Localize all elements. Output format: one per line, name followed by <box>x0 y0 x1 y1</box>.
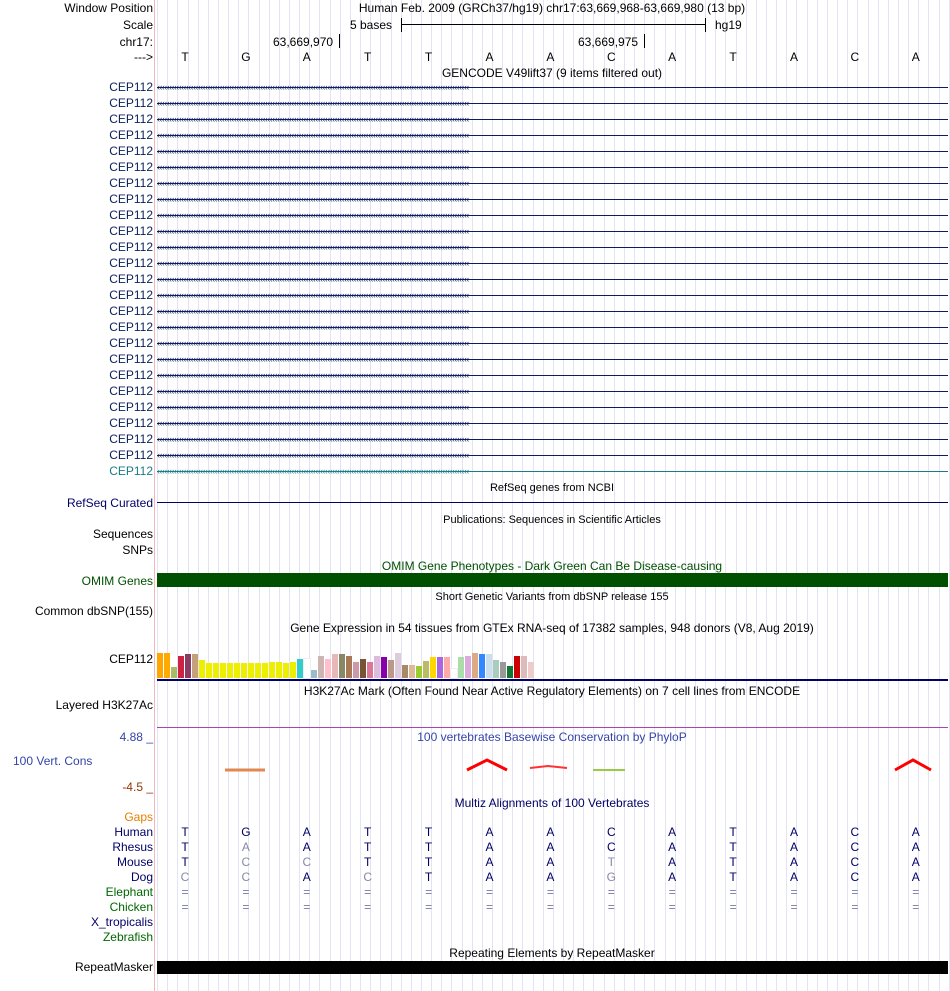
aligned-base: T <box>729 855 737 869</box>
publications-track-title: Publications: Sequences in Scientific Articles <box>443 514 661 526</box>
aligned-base: C <box>850 825 860 839</box>
scale-label: Scale <box>122 18 153 32</box>
phylop-track-label[interactable]: 100 Vert. Cons <box>13 754 93 768</box>
aligned-base: = <box>303 900 311 914</box>
strand-chevrons: ‹‹‹‹‹‹‹‹‹‹‹‹‹‹‹‹‹‹‹‹‹‹‹‹‹‹‹‹‹‹‹‹‹‹‹‹‹‹‹‹‹‹‹‹‹‹‹‹‹‹‹‹‹‹‹‹‹‹‹‹‹‹‹‹‹‹‹‹‹‹‹‹‹‹‹‹‹‹‹‹‹‹‹‹‹‹‹‹‹‹‹‹‹‹‹‹‹‹‹‹‹‹‹‹‹‹‹‹‹‹‹‹‹‹‹‹‹‹‹‹‹‹‹‹‹‹‹‹‹‹ <box>157 354 469 364</box>
reference-base: T <box>181 50 189 64</box>
gtex-tissue-bar[interactable] <box>311 670 317 678</box>
aligned-base: = <box>425 885 433 899</box>
strand-chevrons: ‹‹‹‹‹‹‹‹‹‹‹‹‹‹‹‹‹‹‹‹‹‹‹‹‹‹‹‹‹‹‹‹‹‹‹‹‹‹‹‹‹‹‹‹‹‹‹‹‹‹‹‹‹‹‹‹‹‹‹‹‹‹‹‹‹‹‹‹‹‹‹‹‹‹‹‹‹‹‹‹‹‹‹‹‹‹‹‹‹‹‹‹‹‹‹‹‹‹‹‹‹‹‹‹‹‹‹‹‹‹‹‹‹‹‹‹‹‹‹‹‹‹‹‹‹‹‹‹‹‹ <box>157 402 469 412</box>
aligned-base: = <box>729 885 737 899</box>
gtex-tissue-bar[interactable] <box>521 656 527 678</box>
aligned-base: T <box>181 840 189 854</box>
aligned-base: A <box>546 825 555 839</box>
refseq-track-title: RefSeq genes from NCBI <box>489 482 615 494</box>
chrom-label: chr17: <box>119 35 153 49</box>
omim-track-label[interactable]: OMIM Genes <box>81 574 153 588</box>
gencode-transcript-label[interactable]: CEP112 <box>109 96 153 110</box>
dbsnp-track-title: Short Genetic Variants from dbSNP release 155 <box>435 591 669 603</box>
gencode-transcript-label[interactable]: CEP112 <box>109 448 153 462</box>
gtex-tissue-bar[interactable] <box>206 663 212 678</box>
aligned-base: T <box>729 870 737 884</box>
coordinate-label-1: 63,669,970 <box>273 35 334 49</box>
gencode-transcript[interactable] <box>157 320 948 334</box>
gtex-tissue-bar[interactable] <box>227 663 233 678</box>
strand-chevrons: ‹‹‹‹‹‹‹‹‹‹‹‹‹‹‹‹‹‹‹‹‹‹‹‹‹‹‹‹‹‹‹‹‹‹‹‹‹‹‹‹‹‹‹‹‹‹‹‹‹‹‹‹‹‹‹‹‹‹‹‹‹‹‹‹‹‹‹‹‹‹‹‹‹‹‹‹‹‹‹‹‹‹‹‹‹‹‹‹‹‹‹‹‹‹‹‹‹‹‹‹‹‹‹‹‹‹‹‹‹‹‹‹‹‹‹‹‹‹‹‹‹‹‹‹‹‹‹‹‹‹ <box>157 370 469 380</box>
reference-base: G <box>241 50 251 64</box>
gencode-transcript-label[interactable]: CEP112 <box>109 336 153 350</box>
strand-chevrons: ‹‹‹‹‹‹‹‹‹‹‹‹‹‹‹‹‹‹‹‹‹‹‹‹‹‹‹‹‹‹‹‹‹‹‹‹‹‹‹‹‹‹‹‹‹‹‹‹‹‹‹‹‹‹‹‹‹‹‹‹‹‹‹‹‹‹‹‹‹‹‹‹‹‹‹‹‹‹‹‹‹‹‹‹‹‹‹‹‹‹‹‹‹‹‹‹‹‹‹‹‹‹‹‹‹‹‹‹‹‹‹‹‹‹‹‹‹‹‹‹‹‹‹‹‹‹‹‹‹‹ <box>157 338 469 348</box>
refseq-gene-line[interactable] <box>157 502 948 503</box>
gtex-tissue-bar[interactable] <box>430 657 436 678</box>
gencode-transcript[interactable] <box>157 224 948 238</box>
aligned-base: C <box>241 855 251 869</box>
aligned-base: T <box>424 840 433 854</box>
gencode-transcript[interactable] <box>157 448 948 462</box>
gtex-tissue-bar[interactable] <box>465 656 471 678</box>
aligned-base: = <box>425 900 433 914</box>
gencode-transcript-label[interactable]: CEP112 <box>109 240 153 254</box>
sidebar-divider <box>154 0 155 991</box>
aligned-base: T <box>364 840 372 854</box>
publications-snps-label[interactable]: SNPs <box>122 543 153 557</box>
gtex-tissue-bar[interactable] <box>269 662 275 678</box>
gtex-tissue-bar[interactable] <box>409 665 415 678</box>
gencode-transcript-label[interactable]: CEP112 <box>109 144 153 158</box>
gtex-tissue-bar[interactable] <box>493 660 499 678</box>
gtex-tissue-bar[interactable] <box>255 663 261 678</box>
gtex-tissue-bar[interactable] <box>528 662 534 678</box>
gencode-transcript[interactable] <box>157 208 948 222</box>
aligned-base: = <box>364 885 372 899</box>
gencode-transcript[interactable] <box>157 272 948 286</box>
aligned-base: = <box>607 900 615 914</box>
aligned-base: A <box>485 870 494 884</box>
gtex-track-label[interactable]: CEP112 <box>109 652 153 666</box>
omim-track-title: OMIM Gene Phenotypes - Dark Green Can Be Disease-causing <box>381 559 723 573</box>
gtex-tissue-bar[interactable] <box>402 665 408 678</box>
aligned-base: A <box>546 855 555 869</box>
aligned-base: A <box>485 825 494 839</box>
aligned-base: A <box>789 855 798 869</box>
strand-chevrons: ‹‹‹‹‹‹‹‹‹‹‹‹‹‹‹‹‹‹‹‹‹‹‹‹‹‹‹‹‹‹‹‹‹‹‹‹‹‹‹‹‹‹‹‹‹‹‹‹‹‹‹‹‹‹‹‹‹‹‹‹‹‹‹‹‹‹‹‹‹‹‹‹‹‹‹‹‹‹‹‹‹‹‹‹‹‹‹‹‹‹‹‹‹‹‹‹‹‹‹‹‹‹‹‹‹‹‹‹‹‹‹‹‹‹‹‹‹‹‹‹‹‹‹‹‹‹‹‹‹‹ <box>157 290 469 300</box>
multiz-track-title: Multiz Alignments of 100 Vertebrates <box>454 796 650 810</box>
gtex-tissue-bar[interactable] <box>444 657 450 678</box>
reference-base: A <box>485 50 494 64</box>
reference-base: T <box>364 50 372 64</box>
gencode-transcript[interactable] <box>157 400 948 414</box>
aligned-base: T <box>181 855 189 869</box>
gtex-tissue-bar[interactable] <box>248 663 254 678</box>
strand-chevrons: ‹‹‹‹‹‹‹‹‹‹‹‹‹‹‹‹‹‹‹‹‹‹‹‹‹‹‹‹‹‹‹‹‹‹‹‹‹‹‹‹‹‹‹‹‹‹‹‹‹‹‹‹‹‹‹‹‹‹‹‹‹‹‹‹‹‹‹‹‹‹‹‹‹‹‹‹‹‹‹‹‹‹‹‹‹‹‹‹‹‹‹‹‹‹‹‹‹‹‹‹‹‹‹‹‹‹‹‹‹‹‹‹‹‹‹‹‹‹‹‹‹‹‹‹‹‹‹‹‹‹ <box>157 146 469 156</box>
gtex-tissue-bar[interactable] <box>157 653 163 678</box>
aligned-base: T <box>424 870 433 884</box>
scale-text: 5 bases <box>350 18 393 32</box>
gtex-tissue-bar[interactable] <box>423 661 429 678</box>
gencode-transcript-label[interactable]: CEP112 <box>109 384 153 398</box>
refseq-track-label[interactable]: RefSeq Curated <box>66 496 153 510</box>
aligned-base: C <box>302 855 312 869</box>
gencode-transcript[interactable] <box>157 304 948 318</box>
gtex-track-title: Gene Expression in 54 tissues from GTEx RNA-seq of 17382 samples, 948 donors (V8, Aug 2019) <box>290 621 814 635</box>
species-label-zebrafish[interactable]: Zebrafish <box>102 930 153 944</box>
gencode-transcript-label[interactable]: CEP112 <box>109 176 153 190</box>
gtex-tissue-bar[interactable] <box>353 662 359 678</box>
aligned-base: A <box>911 870 920 884</box>
gtex-tissue-bar[interactable] <box>472 653 478 678</box>
gencode-transcript[interactable] <box>157 192 948 206</box>
aligned-base: A <box>302 840 311 854</box>
aligned-base: = <box>242 900 250 914</box>
aligned-base: T <box>607 855 615 869</box>
aligned-base: A <box>911 855 920 869</box>
gencode-transcript-label[interactable]: CEP112 <box>109 464 153 478</box>
aligned-base: = <box>485 885 493 899</box>
reference-base: A <box>668 50 677 64</box>
gtex-tissue-bar[interactable] <box>304 659 310 678</box>
gtex-tissue-bar[interactable] <box>325 659 331 678</box>
aligned-base: C <box>606 825 616 839</box>
gencode-transcript[interactable] <box>157 144 948 158</box>
strand-chevrons: ‹‹‹‹‹‹‹‹‹‹‹‹‹‹‹‹‹‹‹‹‹‹‹‹‹‹‹‹‹‹‹‹‹‹‹‹‹‹‹‹‹‹‹‹‹‹‹‹‹‹‹‹‹‹‹‹‹‹‹‹‹‹‹‹‹‹‹‹‹‹‹‹‹‹‹‹‹‹‹‹‹‹‹‹‹‹‹‹‹‹‹‹‹‹‹‹‹‹‹‹‹‹‹‹‹‹‹‹‹‹‹‹‹‹‹‹‹‹‹‹‹‹‹‹‹‹‹‹‹‹ <box>157 306 469 316</box>
species-label-rhesus[interactable]: Rhesus <box>112 840 153 854</box>
phylop-conservation-plot[interactable] <box>155 752 950 776</box>
strand-chevrons: ‹‹‹‹‹‹‹‹‹‹‹‹‹‹‹‹‹‹‹‹‹‹‹‹‹‹‹‹‹‹‹‹‹‹‹‹‹‹‹‹‹‹‹‹‹‹‹‹‹‹‹‹‹‹‹‹‹‹‹‹‹‹‹‹‹‹‹‹‹‹‹‹‹‹‹‹‹‹‹‹‹‹‹‹‹‹‹‹‹‹‹‹‹‹‹‹‹‹‹‹‹‹‹‹‹‹‹‹‹‹‹‹‹‹‹‹‹‹‹‹‹‹‹‹‹‹‹‹‹‹ <box>157 274 469 284</box>
strand-chevrons: ‹‹‹‹‹‹‹‹‹‹‹‹‹‹‹‹‹‹‹‹‹‹‹‹‹‹‹‹‹‹‹‹‹‹‹‹‹‹‹‹‹‹‹‹‹‹‹‹‹‹‹‹‹‹‹‹‹‹‹‹‹‹‹‹‹‹‹‹‹‹‹‹‹‹‹‹‹‹‹‹‹‹‹‹‹‹‹‹‹‹‹‹‹‹‹‹‹‹‹‹‹‹‹‹‹‹‹‹‹‹‹‹‹‹‹‹‹‹‹‹‹‹‹‹‹‹‹‹‹‹ <box>157 434 469 444</box>
coordinate-tick-1 <box>339 34 340 48</box>
gtex-tissue-bar[interactable] <box>290 662 296 678</box>
gencode-transcript-label[interactable]: CEP112 <box>109 272 153 286</box>
gtex-tissue-bar[interactable] <box>318 656 324 678</box>
aligned-base: C <box>363 870 373 884</box>
gtex-expression-chart[interactable] <box>157 635 537 678</box>
phylop-peak-2 <box>467 760 507 770</box>
aligned-base: A <box>911 840 920 854</box>
gencode-transcript-label[interactable]: CEP112 <box>109 288 153 302</box>
phylop-max-label: 4.88 _ <box>119 730 153 744</box>
gencode-transcript-label[interactable]: CEP112 <box>109 256 153 270</box>
gtex-tissue-bar[interactable] <box>241 663 247 678</box>
gtex-tissue-bar[interactable] <box>451 669 457 678</box>
aligned-base: A <box>241 840 250 854</box>
aligned-base: = <box>851 885 859 899</box>
gtex-tissue-bar[interactable] <box>164 653 170 678</box>
gencode-transcript-label[interactable]: CEP112 <box>109 80 153 94</box>
gtex-baseline <box>157 679 948 681</box>
gtex-tissue-bar[interactable] <box>185 654 191 678</box>
strand-chevrons: ‹‹‹‹‹‹‹‹‹‹‹‹‹‹‹‹‹‹‹‹‹‹‹‹‹‹‹‹‹‹‹‹‹‹‹‹‹‹‹‹‹‹‹‹‹‹‹‹‹‹‹‹‹‹‹‹‹‹‹‹‹‹‹‹‹‹‹‹‹‹‹‹‹‹‹‹‹‹‹‹‹‹‹‹‹‹‹‹‹‹‹‹‹‹‹‹‹‹‹‹‹‹‹‹‹‹‹‹‹‹‹‹‹‹‹‹‹‹‹‹‹‹‹‹‹‹‹‹‹‹ <box>157 82 469 92</box>
strand-chevrons: ‹‹‹‹‹‹‹‹‹‹‹‹‹‹‹‹‹‹‹‹‹‹‹‹‹‹‹‹‹‹‹‹‹‹‹‹‹‹‹‹‹‹‹‹‹‹‹‹‹‹‹‹‹‹‹‹‹‹‹‹‹‹‹‹‹‹‹‹‹‹‹‹‹‹‹‹‹‹‹‹‹‹‹‹‹‹‹‹‹‹‹‹‹‹‹‹‹‹‹‹‹‹‹‹‹‹‹‹‹‹‹‹‹‹‹‹‹‹‹‹‹‹‹‹‹‹‹‹‹‹ <box>157 466 469 476</box>
aligned-base: = <box>181 885 189 899</box>
gtex-tissue-bar[interactable] <box>346 656 352 678</box>
strand-chevrons: ‹‹‹‹‹‹‹‹‹‹‹‹‹‹‹‹‹‹‹‹‹‹‹‹‹‹‹‹‹‹‹‹‹‹‹‹‹‹‹‹‹‹‹‹‹‹‹‹‹‹‹‹‹‹‹‹‹‹‹‹‹‹‹‹‹‹‹‹‹‹‹‹‹‹‹‹‹‹‹‹‹‹‹‹‹‹‹‹‹‹‹‹‹‹‹‹‹‹‹‹‹‹‹‹‹‹‹‹‹‹‹‹‹‹‹‹‹‹‹‹‹‹‹‹‹‹‹‹‹‹ <box>157 450 469 460</box>
dbsnp-track-label[interactable]: Common dbSNP(155) <box>34 604 153 618</box>
gencode-transcript-label[interactable]: CEP112 <box>109 368 153 382</box>
strand-chevrons: ‹‹‹‹‹‹‹‹‹‹‹‹‹‹‹‹‹‹‹‹‹‹‹‹‹‹‹‹‹‹‹‹‹‹‹‹‹‹‹‹‹‹‹‹‹‹‹‹‹‹‹‹‹‹‹‹‹‹‹‹‹‹‹‹‹‹‹‹‹‹‹‹‹‹‹‹‹‹‹‹‹‹‹‹‹‹‹‹‹‹‹‹‹‹‹‹‹‹‹‹‹‹‹‹‹‹‹‹‹‹‹‹‹‹‹‹‹‹‹‹‹‹‹‹‹‹‹‹‹‹ <box>157 258 469 268</box>
aligned-base: A <box>668 825 677 839</box>
species-label-dog[interactable]: Dog <box>130 870 153 884</box>
gencode-transcript[interactable] <box>157 96 948 110</box>
aligned-base: A <box>546 840 555 854</box>
gtex-tissue-bar[interactable] <box>374 656 380 678</box>
strand-label: ---> <box>134 50 153 64</box>
aligned-base: T <box>424 855 433 869</box>
gtex-tissue-bar[interactable] <box>192 654 198 678</box>
aligned-base: C <box>850 870 860 884</box>
gencode-transcript-label[interactable]: CEP112 <box>109 320 153 334</box>
strand-chevrons: ‹‹‹‹‹‹‹‹‹‹‹‹‹‹‹‹‹‹‹‹‹‹‹‹‹‹‹‹‹‹‹‹‹‹‹‹‹‹‹‹‹‹‹‹‹‹‹‹‹‹‹‹‹‹‹‹‹‹‹‹‹‹‹‹‹‹‹‹‹‹‹‹‹‹‹‹‹‹‹‹‹‹‹‹‹‹‹‹‹‹‹‹‹‹‹‹‹‹‹‹‹‹‹‹‹‹‹‹‹‹‹‹‹‹‹‹‹‹‹‹‹‹‹‹‹‹‹‹‹‹ <box>157 178 469 188</box>
aligned-base: = <box>181 900 189 914</box>
aligned-base: = <box>668 900 676 914</box>
gencode-transcript-label[interactable]: CEP112 <box>109 128 153 142</box>
gencode-track-title: GENCODE V49lift37 (9 items filtered out) <box>441 66 663 80</box>
aligned-base: = <box>303 885 311 899</box>
aligned-base: = <box>912 900 920 914</box>
gtex-tissue-bar[interactable] <box>339 654 345 678</box>
strand-chevrons: ‹‹‹‹‹‹‹‹‹‹‹‹‹‹‹‹‹‹‹‹‹‹‹‹‹‹‹‹‹‹‹‹‹‹‹‹‹‹‹‹‹‹‹‹‹‹‹‹‹‹‹‹‹‹‹‹‹‹‹‹‹‹‹‹‹‹‹‹‹‹‹‹‹‹‹‹‹‹‹‹‹‹‹‹‹‹‹‹‹‹‹‹‹‹‹‹‹‹‹‹‹‹‹‹‹‹‹‹‹‹‹‹‹‹‹‹‹‹‹‹‹‹‹‹‹‹‹‹‹‹ <box>157 226 469 236</box>
aligned-base: A <box>789 825 798 839</box>
multiz-gaps-label[interactable]: Gaps <box>124 810 153 824</box>
gtex-tissue-bar[interactable] <box>213 663 219 678</box>
gencode-transcript[interactable] <box>157 240 948 254</box>
aligned-base: = <box>546 900 554 914</box>
aligned-base: C <box>606 840 616 854</box>
strand-chevrons: ‹‹‹‹‹‹‹‹‹‹‹‹‹‹‹‹‹‹‹‹‹‹‹‹‹‹‹‹‹‹‹‹‹‹‹‹‹‹‹‹‹‹‹‹‹‹‹‹‹‹‹‹‹‹‹‹‹‹‹‹‹‹‹‹‹‹‹‹‹‹‹‹‹‹‹‹‹‹‹‹‹‹‹‹‹‹‹‹‹‹‹‹‹‹‹‹‹‹‹‹‹‹‹‹‹‹‹‹‹‹‹‹‹‹‹‹‹‹‹‹‹‹‹‹‹‹‹‹‹‹ <box>157 418 469 428</box>
gencode-transcript[interactable] <box>157 256 948 270</box>
phylop-track-title: 100 vertebrates Basewise Conservation by PhyloP <box>417 730 687 744</box>
strand-chevrons: ‹‹‹‹‹‹‹‹‹‹‹‹‹‹‹‹‹‹‹‹‹‹‹‹‹‹‹‹‹‹‹‹‹‹‹‹‹‹‹‹‹‹‹‹‹‹‹‹‹‹‹‹‹‹‹‹‹‹‹‹‹‹‹‹‹‹‹‹‹‹‹‹‹‹‹‹‹‹‹‹‹‹‹‹‹‹‹‹‹‹‹‹‹‹‹‹‹‹‹‹‹‹‹‹‹‹‹‹‹‹‹‹‹‹‹‹‹‹‹‹‹‹‹‹‹‹‹‹‹‹ <box>157 386 469 396</box>
aligned-base: A <box>789 840 798 854</box>
aligned-base: T <box>424 825 433 839</box>
aligned-base: T <box>364 825 372 839</box>
aligned-base: = <box>851 900 859 914</box>
aligned-base: = <box>668 885 676 899</box>
h3k27ac-track-title: H3K27Ac Mark (Often Found Near Active Regulatory Elements) on 7 cell lines from ENCODE <box>303 684 801 698</box>
species-label-x_tropicalis[interactable]: X_tropicalis <box>90 915 153 929</box>
aligned-base: = <box>912 885 920 899</box>
gencode-transcript-label[interactable]: CEP112 <box>109 208 153 222</box>
gtex-tissue-bar[interactable] <box>416 666 422 678</box>
aligned-base: A <box>668 870 677 884</box>
gencode-transcript[interactable] <box>157 160 948 174</box>
gtex-tissue-bar[interactable] <box>500 662 506 678</box>
aligned-base: C <box>850 840 860 854</box>
strand-chevrons: ‹‹‹‹‹‹‹‹‹‹‹‹‹‹‹‹‹‹‹‹‹‹‹‹‹‹‹‹‹‹‹‹‹‹‹‹‹‹‹‹‹‹‹‹‹‹‹‹‹‹‹‹‹‹‹‹‹‹‹‹‹‹‹‹‹‹‹‹‹‹‹‹‹‹‹‹‹‹‹‹‹‹‹‹‹‹‹‹‹‹‹‹‹‹‹‹‹‹‹‹‹‹‹‹‹‹‹‹‹‹‹‹‹‹‹‹‹‹‹‹‹‹‹‹‹‹‹‹‹‹ <box>157 194 469 204</box>
reference-base: A <box>789 50 798 64</box>
gtex-tissue-bar[interactable] <box>437 657 443 678</box>
aligned-base: = <box>607 885 615 899</box>
aligned-base: = <box>485 900 493 914</box>
gencode-transcript[interactable] <box>157 288 948 302</box>
aligned-base: A <box>485 840 494 854</box>
strand-chevrons: ‹‹‹‹‹‹‹‹‹‹‹‹‹‹‹‹‹‹‹‹‹‹‹‹‹‹‹‹‹‹‹‹‹‹‹‹‹‹‹‹‹‹‹‹‹‹‹‹‹‹‹‹‹‹‹‹‹‹‹‹‹‹‹‹‹‹‹‹‹‹‹‹‹‹‹‹‹‹‹‹‹‹‹‹‹‹‹‹‹‹‹‹‹‹‹‹‹‹‹‹‹‹‹‹‹‹‹‹‹‹‹‹‹‹‹‹‹‹‹‹‹‹‹‹‹‹‹‹‹‹ <box>157 130 469 140</box>
gencode-transcript-label[interactable]: CEP112 <box>109 112 153 126</box>
coordinate-tick-2 <box>644 34 645 48</box>
gencode-transcript-label[interactable]: CEP112 <box>109 224 153 238</box>
omim-gene-bar[interactable] <box>157 573 948 587</box>
h3k27ac-track-label[interactable]: Layered H3K27Ac <box>55 698 153 712</box>
aligned-base: = <box>546 885 554 899</box>
gtex-tissue-bar[interactable] <box>234 663 240 678</box>
strand-chevrons: ‹‹‹‹‹‹‹‹‹‹‹‹‹‹‹‹‹‹‹‹‹‹‹‹‹‹‹‹‹‹‹‹‹‹‹‹‹‹‹‹‹‹‹‹‹‹‹‹‹‹‹‹‹‹‹‹‹‹‹‹‹‹‹‹‹‹‹‹‹‹‹‹‹‹‹‹‹‹‹‹‹‹‹‹‹‹‹‹‹‹‹‹‹‹‹‹‹‹‹‹‹‹‹‹‹‹‹‹‹‹‹‹‹‹‹‹‹‹‹‹‹‹‹‹‹‹‹‹‹‹ <box>157 162 469 172</box>
phylop-peak-5 <box>895 760 931 770</box>
phylop-peak-3 <box>530 766 567 768</box>
gtex-tissue-bar[interactable] <box>297 659 303 678</box>
aligned-base: A <box>546 870 555 884</box>
gencode-transcript[interactable] <box>157 384 948 398</box>
gencode-transcript[interactable] <box>157 432 948 446</box>
strand-chevrons: ‹‹‹‹‹‹‹‹‹‹‹‹‹‹‹‹‹‹‹‹‹‹‹‹‹‹‹‹‹‹‹‹‹‹‹‹‹‹‹‹‹‹‹‹‹‹‹‹‹‹‹‹‹‹‹‹‹‹‹‹‹‹‹‹‹‹‹‹‹‹‹‹‹‹‹‹‹‹‹‹‹‹‹‹‹‹‹‹‹‹‹‹‹‹‹‹‹‹‹‹‹‹‹‹‹‹‹‹‹‹‹‹‹‹‹‹‹‹‹‹‹‹‹‹‹‹‹‹‹‹ <box>157 242 469 252</box>
species-label-mouse[interactable]: Mouse <box>116 855 153 869</box>
gtex-tissue-bar[interactable] <box>199 660 205 678</box>
repeatmasker-bar[interactable] <box>157 961 948 974</box>
strand-chevrons: ‹‹‹‹‹‹‹‹‹‹‹‹‹‹‹‹‹‹‹‹‹‹‹‹‹‹‹‹‹‹‹‹‹‹‹‹‹‹‹‹‹‹‹‹‹‹‹‹‹‹‹‹‹‹‹‹‹‹‹‹‹‹‹‹‹‹‹‹‹‹‹‹‹‹‹‹‹‹‹‹‹‹‹‹‹‹‹‹‹‹‹‹‹‹‹‹‹‹‹‹‹‹‹‹‹‹‹‹‹‹‹‹‹‹‹‹‹‹‹‹‹‹‹‹‹‹‹‹‹‹ <box>157 98 469 108</box>
reference-base: T <box>424 50 433 64</box>
aligned-base: C <box>850 855 860 869</box>
gtex-tissue-bar[interactable] <box>283 663 289 678</box>
gencode-transcript[interactable] <box>157 80 948 94</box>
gencode-transcript[interactable] <box>157 464 948 478</box>
reference-base: A <box>911 50 920 64</box>
aligned-base: T <box>364 855 372 869</box>
gtex-tissue-bar[interactable] <box>220 663 226 678</box>
aligned-base: = <box>729 900 737 914</box>
scale-bar-tick-right <box>705 18 706 32</box>
strand-chevrons: ‹‹‹‹‹‹‹‹‹‹‹‹‹‹‹‹‹‹‹‹‹‹‹‹‹‹‹‹‹‹‹‹‹‹‹‹‹‹‹‹‹‹‹‹‹‹‹‹‹‹‹‹‹‹‹‹‹‹‹‹‹‹‹‹‹‹‹‹‹‹‹‹‹‹‹‹‹‹‹‹‹‹‹‹‹‹‹‹‹‹‹‹‹‹‹‹‹‹‹‹‹‹‹‹‹‹‹‹‹‹‹‹‹‹‹‹‹‹‹‹‹‹‹‹‹‹‹‹‹‹ <box>157 114 469 124</box>
window-position-text: Human Feb. 2009 (GRCh37/hg19) chr17:63,669,968-63,669,980 (13 bp) <box>358 1 746 15</box>
gtex-tissue-bar[interactable] <box>332 654 338 678</box>
aligned-base: T <box>729 840 737 854</box>
coordinate-label-2: 63,669,975 <box>578 35 639 49</box>
gtex-tissue-bar[interactable] <box>360 659 366 678</box>
aligned-base: = <box>242 885 250 899</box>
gtex-tissue-bar[interactable] <box>388 660 394 678</box>
aligned-base: = <box>790 885 798 899</box>
gtex-tissue-bar[interactable] <box>171 667 177 678</box>
gtex-tissue-bar[interactable] <box>486 654 492 678</box>
gencode-transcript[interactable] <box>157 176 948 190</box>
gtex-tissue-bar[interactable] <box>367 662 373 678</box>
reference-base: T <box>729 50 737 64</box>
aligned-base: T <box>181 825 189 839</box>
species-label-human[interactable]: Human <box>114 825 153 839</box>
aligned-base: G <box>241 825 251 839</box>
gtex-tissue-bar[interactable] <box>395 653 401 678</box>
strand-chevrons: ‹‹‹‹‹‹‹‹‹‹‹‹‹‹‹‹‹‹‹‹‹‹‹‹‹‹‹‹‹‹‹‹‹‹‹‹‹‹‹‹‹‹‹‹‹‹‹‹‹‹‹‹‹‹‹‹‹‹‹‹‹‹‹‹‹‹‹‹‹‹‹‹‹‹‹‹‹‹‹‹‹‹‹‹‹‹‹‹‹‹‹‹‹‹‹‹‹‹‹‹‹‹‹‹‹‹‹‹‹‹‹‹‹‹‹‹‹‹‹‹‹‹‹‹‹‹‹‹‹‹ <box>157 322 469 332</box>
aligned-base: C <box>241 870 251 884</box>
aligned-base: G <box>606 870 616 884</box>
gtex-tissue-bar[interactable] <box>276 662 282 678</box>
gencode-transcript[interactable] <box>157 352 948 366</box>
species-label-elephant[interactable]: Elephant <box>105 885 153 899</box>
gencode-transcript[interactable] <box>157 336 948 350</box>
gtex-tissue-bar[interactable] <box>381 657 387 678</box>
aligned-base: A <box>302 870 311 884</box>
gtex-tissue-bar[interactable] <box>514 656 520 678</box>
publications-sequences-label[interactable]: Sequences <box>92 527 153 541</box>
aligned-base: = <box>364 900 372 914</box>
repeatmasker-track-label[interactable]: RepeatMasker <box>74 960 153 974</box>
aligned-base: A <box>668 855 677 869</box>
strand-chevrons: ‹‹‹‹‹‹‹‹‹‹‹‹‹‹‹‹‹‹‹‹‹‹‹‹‹‹‹‹‹‹‹‹‹‹‹‹‹‹‹‹‹‹‹‹‹‹‹‹‹‹‹‹‹‹‹‹‹‹‹‹‹‹‹‹‹‹‹‹‹‹‹‹‹‹‹‹‹‹‹‹‹‹‹‹‹‹‹‹‹‹‹‹‹‹‹‹‹‹‹‹‹‹‹‹‹‹‹‹‹‹‹‹‹‹‹‹‹‹‹‹‹‹‹‹‹‹‹‹‹‹ <box>157 210 469 220</box>
species-label-chicken[interactable]: Chicken <box>109 900 153 914</box>
scale-bar-tick-left <box>401 18 402 32</box>
aligned-base: A <box>668 840 677 854</box>
gencode-transcript-label[interactable]: CEP112 <box>109 160 153 174</box>
gencode-transcript-label[interactable]: CEP112 <box>109 400 153 414</box>
reference-base: A <box>302 50 311 64</box>
aligned-base: A <box>302 825 311 839</box>
aligned-base: T <box>729 825 737 839</box>
gencode-transcript-label[interactable]: CEP112 <box>109 304 153 318</box>
aligned-base: A <box>911 825 920 839</box>
gencode-transcript[interactable] <box>157 128 948 142</box>
phylop-min-label: -4.5 _ <box>122 780 153 794</box>
assembly-label: hg19 <box>715 18 742 32</box>
window-position-label: Window Position <box>64 1 153 15</box>
reference-base: C <box>850 50 860 64</box>
aligned-base: A <box>789 870 798 884</box>
gtex-tissue-bar[interactable] <box>262 663 268 678</box>
gencode-transcript-label[interactable]: CEP112 <box>109 352 153 366</box>
gtex-tissue-bar[interactable] <box>458 657 464 678</box>
gencode-transcript-label[interactable]: CEP112 <box>109 192 153 206</box>
gtex-tissue-bar[interactable] <box>507 666 513 678</box>
gtex-tissue-bar[interactable] <box>178 656 184 678</box>
aligned-base: = <box>790 900 798 914</box>
gencode-transcript-label[interactable]: CEP112 <box>109 416 153 430</box>
reference-base: A <box>546 50 555 64</box>
aligned-base: C <box>180 870 190 884</box>
reference-base: C <box>606 50 616 64</box>
scale-bar <box>401 24 706 25</box>
gencode-transcript[interactable] <box>157 112 948 126</box>
gencode-transcript[interactable] <box>157 416 948 430</box>
repeatmasker-track-title: Repeating Elements by RepeatMasker <box>449 946 655 960</box>
aligned-base: A <box>485 855 494 869</box>
gtex-tissue-bar[interactable] <box>479 654 485 678</box>
gencode-transcript-label[interactable]: CEP112 <box>109 432 153 446</box>
h3k27ac-baseline <box>157 727 948 728</box>
gencode-transcript[interactable] <box>157 368 948 382</box>
